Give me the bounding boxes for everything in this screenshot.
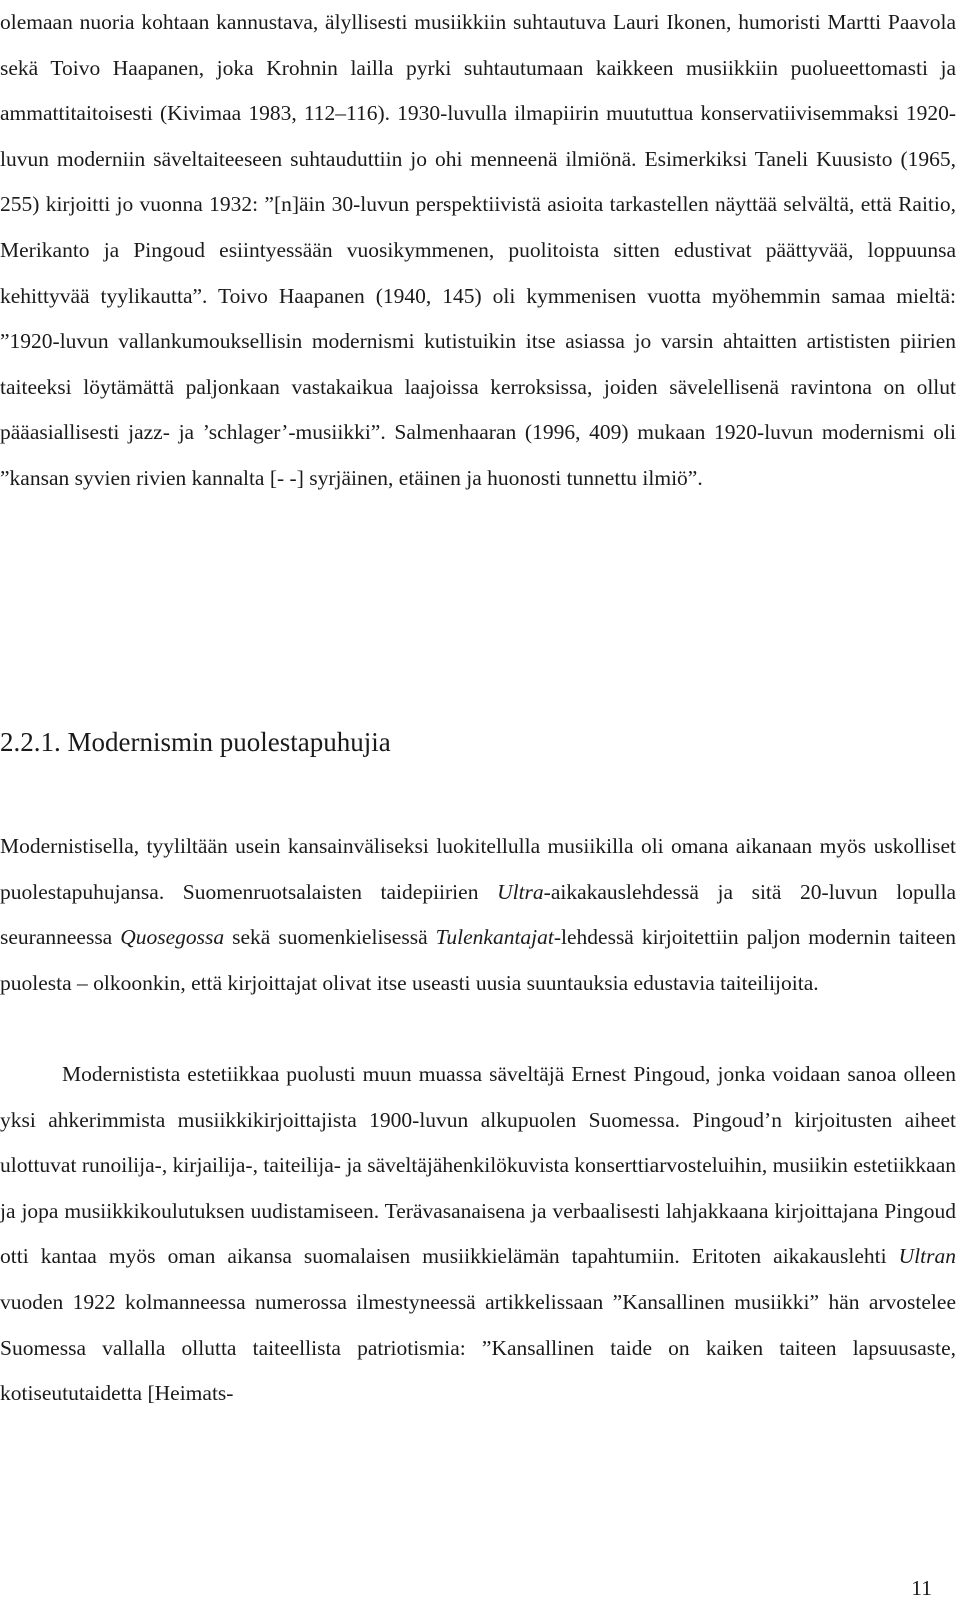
text-segment: -lehdessä kirjoitettiin paljon modernin taiteen puolesta – olkoonkin, että kirjoittajat olivat itse useasti uusia suuntauksia edustavia taiteilijoita. — [0, 925, 956, 995]
publication-title: Ultran — [898, 1244, 956, 1269]
paragraph-pingoud — [0, 1052, 956, 1417]
paragraph-modernism-advocates — [0, 824, 956, 1006]
text-segment: Modernistista estetiikkaa puolusti muun muassa säveltäjä Ernest Pingoud, jonka voidaan sanoa olleen yksi ahkerimmista musiikkikirjoittajista 1900-luvun alkupuolen Suomessa. Pingoud’n kirjoitusten aiheet ulottuvat runoilija-, kirjailija-, taiteilija- ja säveltäjähenkilökuvista konserttiarvosteluihin, musiikin estetiikkaan ja jopa musiikkikoulutuksen uudistamiseen. Terävasanaisena ja verbaalisesti lahjakkaana kirjoittajana Pingoud otti kantaa myös oman aikansa suomalaisen musiikkielämän tapahtumiin. Eritoten aikakauslehti — [0, 1062, 956, 1269]
publication-title: Quosegossa — [120, 925, 225, 950]
text-segment: vuoden 1922 kolmanneessa numerossa ilmestyneessä artikkelissaan ”Kansallinen musiikki” hän arvostelee Suomessa vallalla ollutta taiteellista patriotismia: ”Kansallinen taide on kaiken taiteen lapsuusaste, kotiseututaidetta [Heimats- — [0, 1289, 956, 1406]
publication-title: Tulenkantajat — [435, 925, 554, 950]
text-segment: -aikakauslehdessä ja sitä 20-luvun lopulla seuranneessa — [0, 879, 956, 950]
paragraph-intro — [0, 0, 956, 502]
section-heading: 2.2.1. Modernismin puolestapuhujia — [0, 727, 391, 757]
publication-title: Ultra — [497, 879, 544, 904]
text-segment: olemaan nuoria kohtaan kannustava, älyllisesti musiikkiin suhtautuva Lauri Ikonen, humoristi Martti Paavola sekä Toivo Haapanen, joka Krohnin lailla pyrki suhtautumaan kaikkeen musiikkiin puolueettomasti ja ammattitaitoisesti (Kivimaa 1983, 112–116). 1930-luvulla ilmapiirin muututtua konservatiivisemmaksi 1920-luvun moderniin säveltaiteeseen suhtauduttiin jo ohi menneenä ilmiönä. Esimerkiksi Taneli Kuusisto (1965, 255) kirjoitti jo vuonna 1932: ”[n]äin 30-luvun perspektiivistä asioita tarkastellen näyttää selvältä, että Raitio, Merikanto ja Pingoud esiintyessään vuosikymmenen, puolitoista sitten edustivat päättyvää, loppuunsa kehittyvää tyylikautta”. Toivo Haapanen (1940, 145) oli kymmenisen vuotta myöhemmin samaa mieltä: ”1920-luvun vallankumouksellisin modernismi kutistuikin itse asiassa jo varsin ahtaitten artististen piirien taiteeksi löytämättä paljonkaan vastakaikua laajoissa kerroksissa, joiden sävelellisenä ravintona on ollut pääasiallisesti jazz- ja ’schlager’-musiikki”. Salmenhaaran (1996, 409) mukaan 1920-luvun modernismi oli ”kansan syvien rivien kannalta [- -] syrjäinen, etäinen ja huonosti tunnettu ilmiö”. — [0, 10, 956, 490]
text-segment: sekä suomenkielisessä — [224, 925, 436, 950]
page-number: 11 — [911, 1576, 932, 1600]
text-segment: Modernistisella, tyyliltään usein kansainväliseksi luokitellulla musiikilla oli omana aikanaan myös uskolliset puolestapuhujansa. Suomenruotsalaisten taidepiirien — [0, 834, 956, 904]
